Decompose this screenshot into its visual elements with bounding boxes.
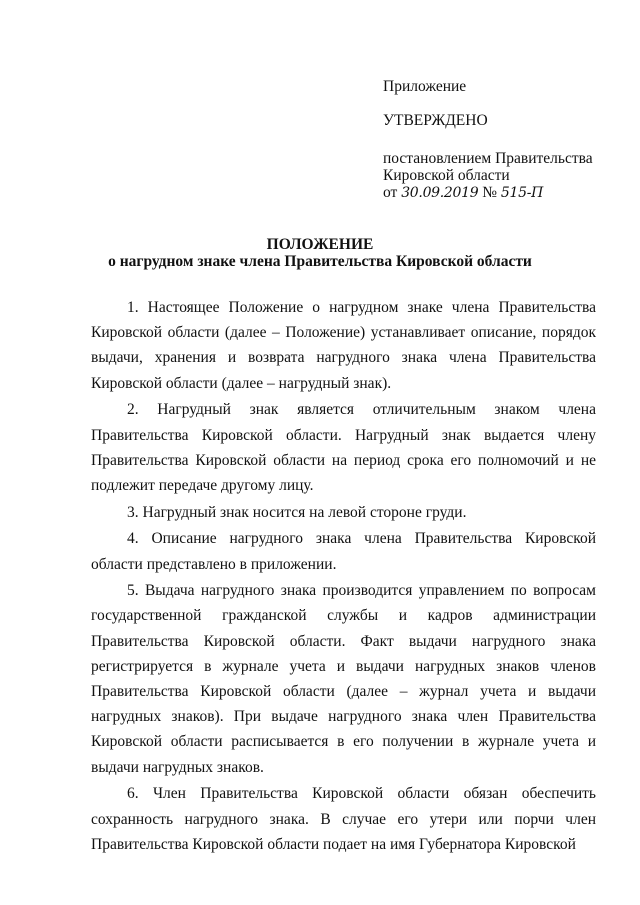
paragraph-1: 1. Настоящее Положение о нагрудном знаке члена Правительства Кировской области (далее – Положение) устанавливает описание, порядок выдачи, хранения и возврата нагрудного знака члена Правительства Кировской области (далее – нагрудный знак). — [91, 299, 596, 392]
approval-block — [383, 78, 613, 202]
from-label: от — [383, 184, 398, 201]
decree-line-1: постановлением Правительства — [383, 150, 593, 167]
paragraph-3: 3. Нагрудный знак носится на левой стороне груди. — [127, 503, 467, 521]
paragraph-4: 4. Описание нагрудного знака члена Правительства Кировской области представлено в приложении. — [91, 530, 596, 573]
decree-date: 30.09.2019 — [401, 185, 479, 201]
paragraph-2: 2. Нагрудный знак является отличительным знаком члена Правительства Кировской области. Нагрудный знак выдается члену Правительства Кировской области на период срока его полномочий и не подлежит передаче другому лицу. — [91, 401, 596, 494]
appendix-label: Приложение — [383, 78, 467, 95]
paragraph-5: 5. Выдача нагрудного знака производится управлением по вопросам государственной гражданской службы и кадров администрации Правительства Кировской области. Факт выдачи нагрудного знака регистрируется в журнале учета и выдачи нагрудных знаков членов Правительства Кировской области (далее – журнал учета и выдачи нагрудных знаков). При выдаче нагрудного знака член Правительства Кировской области расписывается в его получении в журнале учета и выдачи нагрудных знаков. — [91, 582, 596, 776]
paragraph-6: 6. Член Правительства Кировской области обязан обеспечить сохранность нагрудного знака. В случае его утери или порчи член Правительства Кировской области подает на имя Губернатора Кировской — [91, 785, 596, 853]
title-main: ПОЛОЖЕНИЕ — [266, 236, 374, 253]
title-subtitle: о нагрудном знаке члена Правительства Кировской области — [108, 253, 532, 270]
number-label: № — [482, 184, 498, 201]
document-title — [0, 236, 640, 270]
decree-number: 515-П — [500, 185, 544, 201]
decree-date-line — [383, 184, 613, 202]
document-body — [91, 295, 596, 858]
approved-label: УТВЕРЖДЕНО — [383, 112, 488, 129]
decree-line-2: Кировской области — [383, 167, 510, 184]
